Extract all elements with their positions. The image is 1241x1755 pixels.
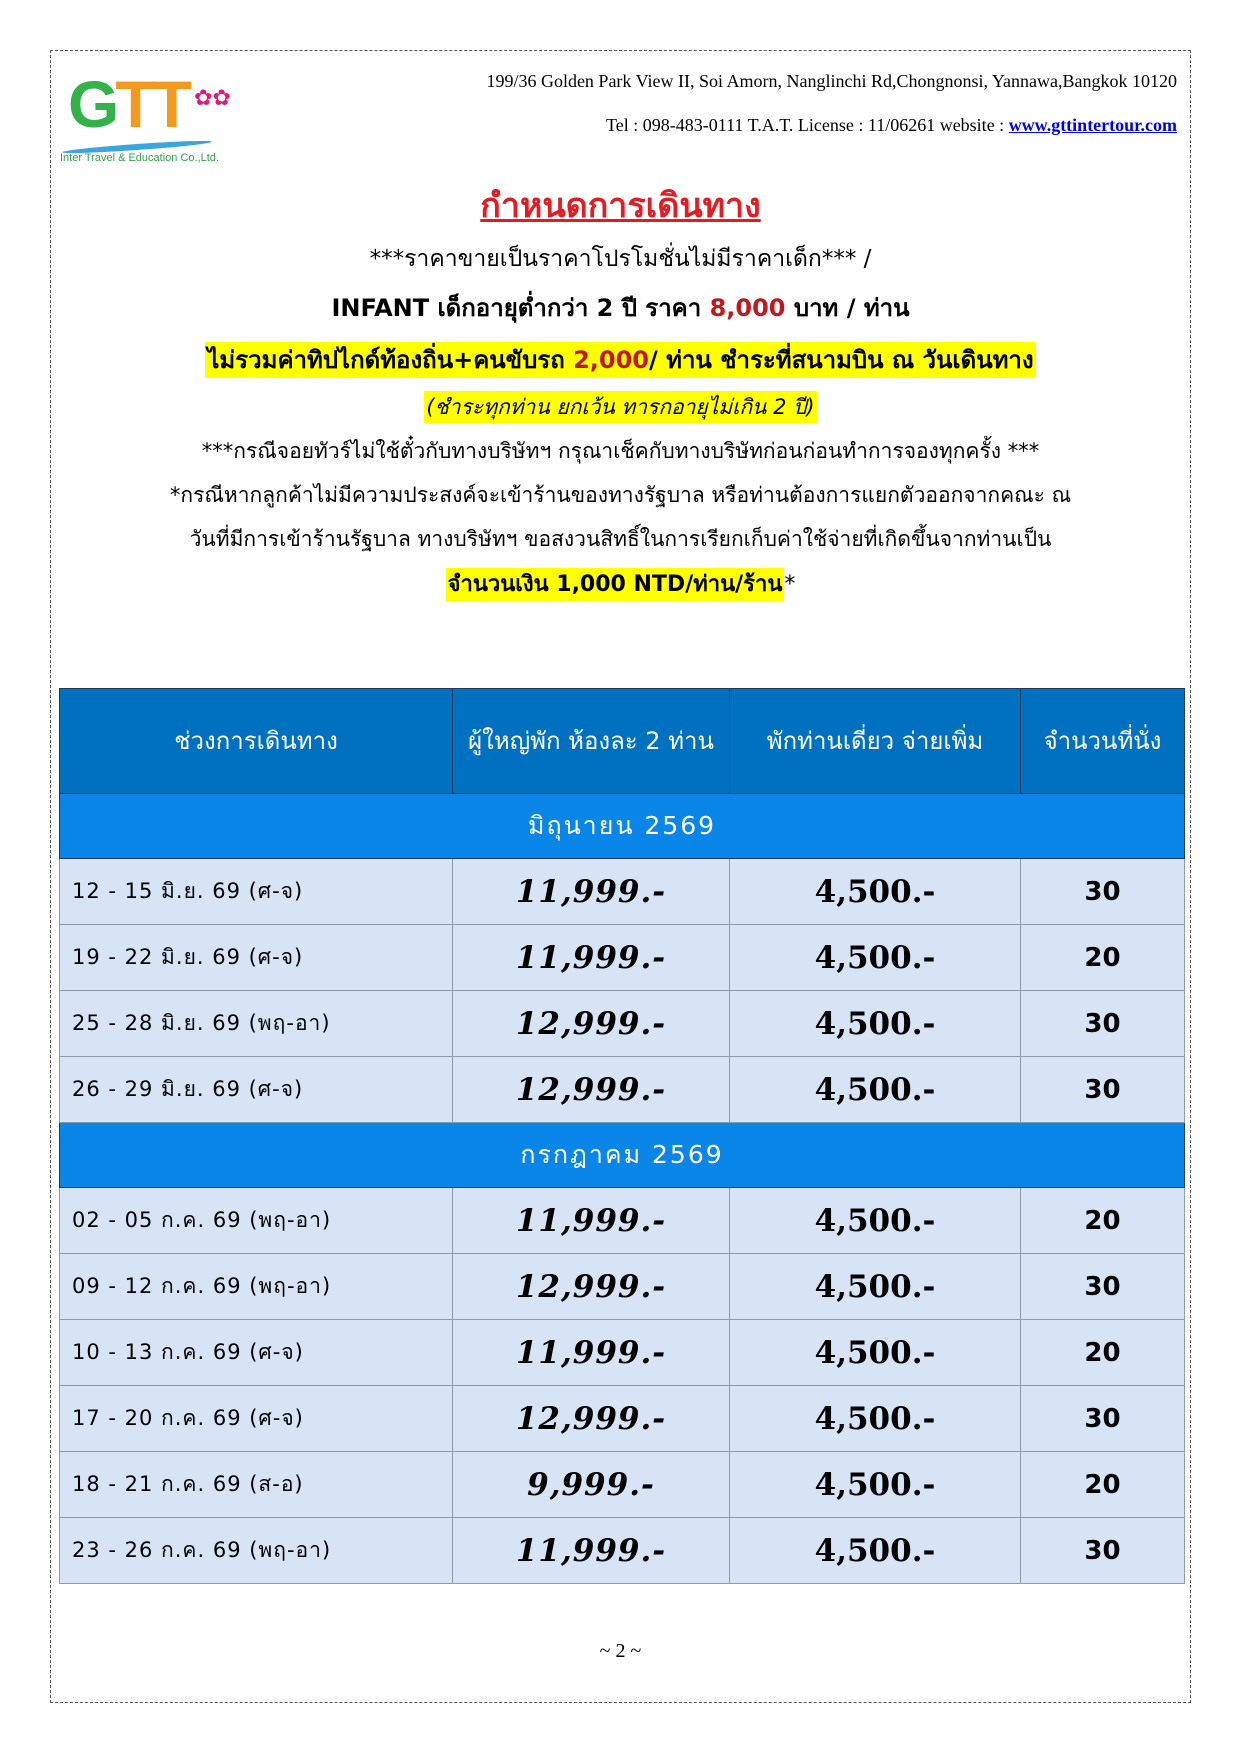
travel-date: 18 - 21 ก.ค. 69 (ส-อ) (60, 1452, 453, 1518)
tip-note (60, 340, 1181, 380)
month-label: กรกฎาคม 2569 (60, 1123, 1185, 1188)
travel-date: 19 - 22 มิ.ย. 69 (ศ-จ) (60, 925, 453, 991)
seat-count: 20 (1021, 1452, 1185, 1518)
tip-unit: / ท่าน ชำระที่สนามบิน ณ วันเดินทาง (649, 346, 1034, 374)
shop-note-line2: วันที่มีการเข้าร้านรัฐบาล ทางบริษัทฯ ขอสงวนสิทธิ์ในการเรียกเก็บค่าใช้จ่ายที่เกิดขึ้นจากท่านเป็น (189, 527, 1052, 551)
table-row (60, 925, 1185, 991)
header-twin-price: ผู้ใหญ่พัก ห้องละ 2 ท่าน (453, 689, 730, 794)
twin-price: 11,999.- (453, 859, 730, 925)
seat-count: 30 (1021, 991, 1185, 1057)
seat-count: 20 (1021, 1188, 1185, 1254)
tip-price: 2,000 (573, 346, 650, 374)
table-header-row (60, 689, 1185, 794)
travel-date: 02 - 05 ก.ค. 69 (พฤ-อา) (60, 1188, 453, 1254)
month-row (60, 794, 1185, 859)
table-row (60, 1254, 1185, 1320)
single-supplement: 4,500.- (730, 1452, 1021, 1518)
seat-count: 20 (1021, 925, 1185, 991)
single-supplement: 4,500.- (730, 1057, 1021, 1123)
twin-price: 9,999.- (453, 1452, 730, 1518)
website-link[interactable]: www.gttintertour.com (1008, 115, 1177, 135)
single-supplement: 4,500.- (730, 991, 1021, 1057)
travel-date: 12 - 15 มิ.ย. 69 (ศ-จ) (60, 859, 453, 925)
header-seats: จำนวนที่นั่ง (1021, 689, 1185, 794)
seat-count: 30 (1021, 1386, 1185, 1452)
table-row (60, 1057, 1185, 1123)
infant-text: INFANT เด็กอายุต่ำกว่า 2 ปี ราคา (331, 294, 710, 322)
single-supplement: 4,500.- (730, 1386, 1021, 1452)
infant-price-note (60, 290, 1181, 326)
twin-price: 12,999.- (453, 1254, 730, 1320)
contact-text: Tel : 098-483-0111 T.A.T. License : 11/06261 website : (606, 115, 1009, 135)
tip-exception-text: (ชำระทุกท่าน ยกเว้น ทารกอายุไม่เกิน 2 ปี) (424, 391, 816, 423)
header-travel-period: ช่วงการเดินทาง (60, 689, 453, 794)
shop-note-line1: *กรณีหากลูกค้าไม่มีความประสงค์จะเข้าร้านของทางรัฐบาล หรือท่านต้องการแยกตัวออกจากคณะ ณ (169, 483, 1072, 507)
promo-note: ***ราคาขายเป็นราคาโปรโมชั่นไม่มีราคาเด็ก*** / (369, 246, 872, 272)
tip-text: ไม่รวมค่าทิปไกด์ท้องถิ่น+คนขับรถ (207, 346, 574, 374)
logo-subtitle: Inter Travel & Education Co.,Ltd. (60, 152, 219, 164)
departure-price-table (59, 688, 1185, 1584)
seat-count: 30 (1021, 1254, 1185, 1320)
twin-price: 12,999.- (453, 1057, 730, 1123)
infant-unit: บาท / ท่าน (785, 294, 910, 322)
table-row (60, 1452, 1185, 1518)
shop-fee-note (60, 566, 1181, 604)
seat-count: 30 (1021, 1057, 1185, 1123)
table-row (60, 1188, 1185, 1254)
table-row (60, 991, 1185, 1057)
header-single-supplement: พักท่านเดี่ยว จ่ายเพิ่ม (730, 689, 1021, 794)
page-title: กำหนดการเดินทาง (480, 186, 761, 226)
seat-count: 20 (1021, 1320, 1185, 1386)
flower-icon: ✿✿ (194, 85, 231, 110)
table-row (60, 1386, 1185, 1452)
table-row (60, 1320, 1185, 1386)
travel-date: 25 - 28 มิ.ย. 69 (พฤ-อา) (60, 991, 453, 1057)
travel-date: 23 - 26 ก.ค. 69 (พฤ-อา) (60, 1518, 453, 1584)
table-row (60, 1518, 1185, 1584)
travel-date: 17 - 20 ก.ค. 69 (ศ-จ) (60, 1386, 453, 1452)
single-supplement: 4,500.- (730, 1320, 1021, 1386)
travel-date: 09 - 12 ก.ค. 69 (พฤ-อา) (60, 1254, 453, 1320)
joint-tour-note: ***กรณีจอยทัวร์ไม่ใช้ตั๋วกับทางบริษัทฯ กรุณาเช็คกับทางบริษัทก่อนก่อนทำการจองทุกครั้ง *** (201, 439, 1040, 463)
table-row (60, 859, 1185, 925)
month-label: มิถุนายน 2569 (60, 794, 1185, 859)
twin-price: 11,999.- (453, 925, 730, 991)
single-supplement: 4,500.- (730, 1188, 1021, 1254)
twin-price: 11,999.- (453, 1518, 730, 1584)
travel-date: 26 - 29 มิ.ย. 69 (ศ-จ) (60, 1057, 453, 1123)
tip-exception-note (60, 390, 1181, 424)
month-row (60, 1123, 1185, 1188)
single-supplement: 4,500.- (730, 1254, 1021, 1320)
twin-price: 11,999.- (453, 1188, 730, 1254)
single-supplement: 4,500.- (730, 859, 1021, 925)
infant-price: 8,000 (709, 294, 786, 322)
twin-price: 11,999.- (453, 1320, 730, 1386)
single-supplement: 4,500.- (730, 925, 1021, 991)
single-supplement: 4,500.- (730, 1518, 1021, 1584)
page-number: ~ 2 ~ (599, 1640, 642, 1662)
company-address: 199/36 Golden Park View II, Soi Amorn, Nanglinchi Rd,Chongnonsi, Yannawa,Bangkok 10120 (486, 71, 1177, 91)
twin-price: 12,999.- (453, 991, 730, 1057)
seat-count: 30 (1021, 859, 1185, 925)
travel-date: 10 - 13 ก.ค. 69 (ศ-จ) (60, 1320, 453, 1386)
twin-price: 12,999.- (453, 1386, 730, 1452)
logo-text: GTT (68, 67, 188, 141)
shop-fee-text: จำนวนเงิน 1,000 NTD/ท่าน/ร้าน (446, 568, 785, 601)
shop-fee-asterisk: * (784, 572, 796, 597)
seat-count: 30 (1021, 1518, 1185, 1584)
